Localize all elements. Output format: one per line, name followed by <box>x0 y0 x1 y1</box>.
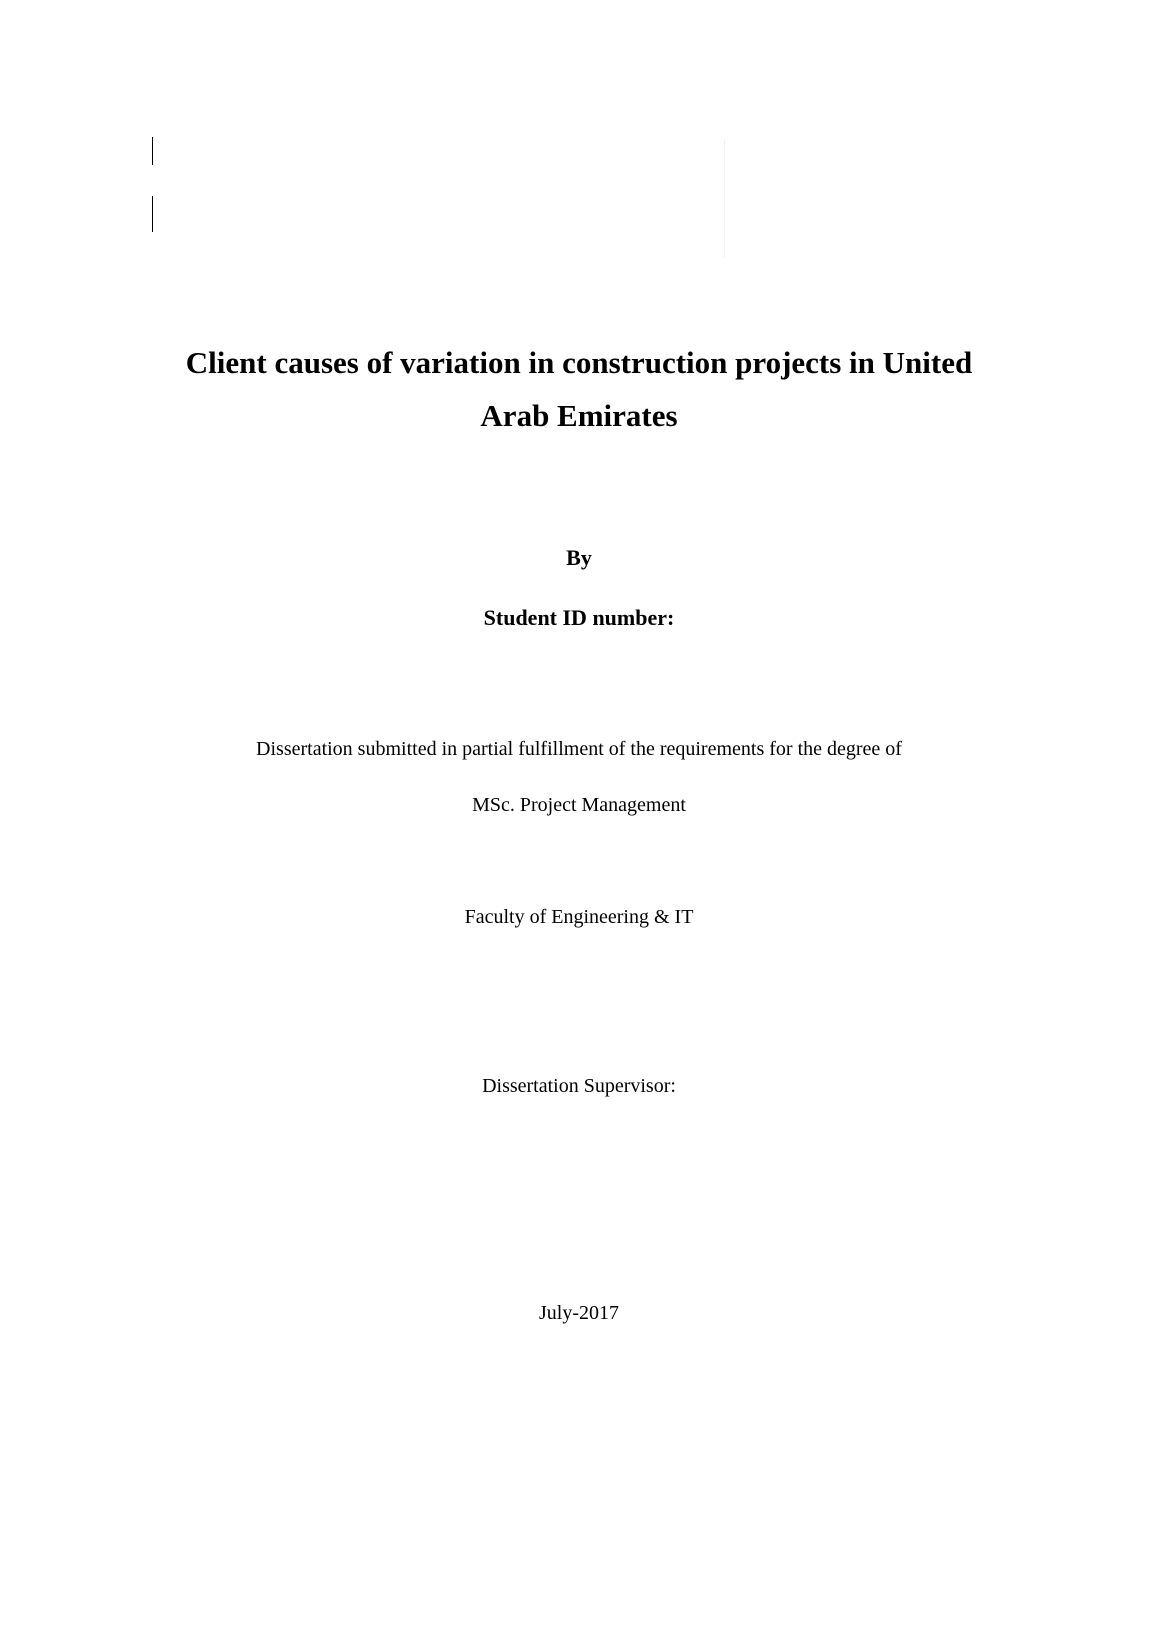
student-id-label: Student ID number: <box>483 605 675 630</box>
supervisor-label: Dissertation Supervisor: <box>482 1075 676 1097</box>
degree-name: MSc. Project Management <box>472 794 686 816</box>
submission-statement: Dissertation submitted in partial fulfillment of the requirements for the degree of <box>256 738 902 760</box>
document-title-line-1: Client causes of variation in construction projects in United <box>185 345 973 380</box>
faculty-name: Faculty of Engineering & IT <box>464 906 694 928</box>
faint-divider <box>724 140 725 258</box>
document-title-line-2: Arab Emirates <box>480 398 678 433</box>
by-label: By <box>566 545 592 570</box>
submission-date: July-2017 <box>539 1302 619 1324</box>
text-cursor-mark <box>152 137 153 165</box>
text-cursor-mark <box>152 196 153 232</box>
